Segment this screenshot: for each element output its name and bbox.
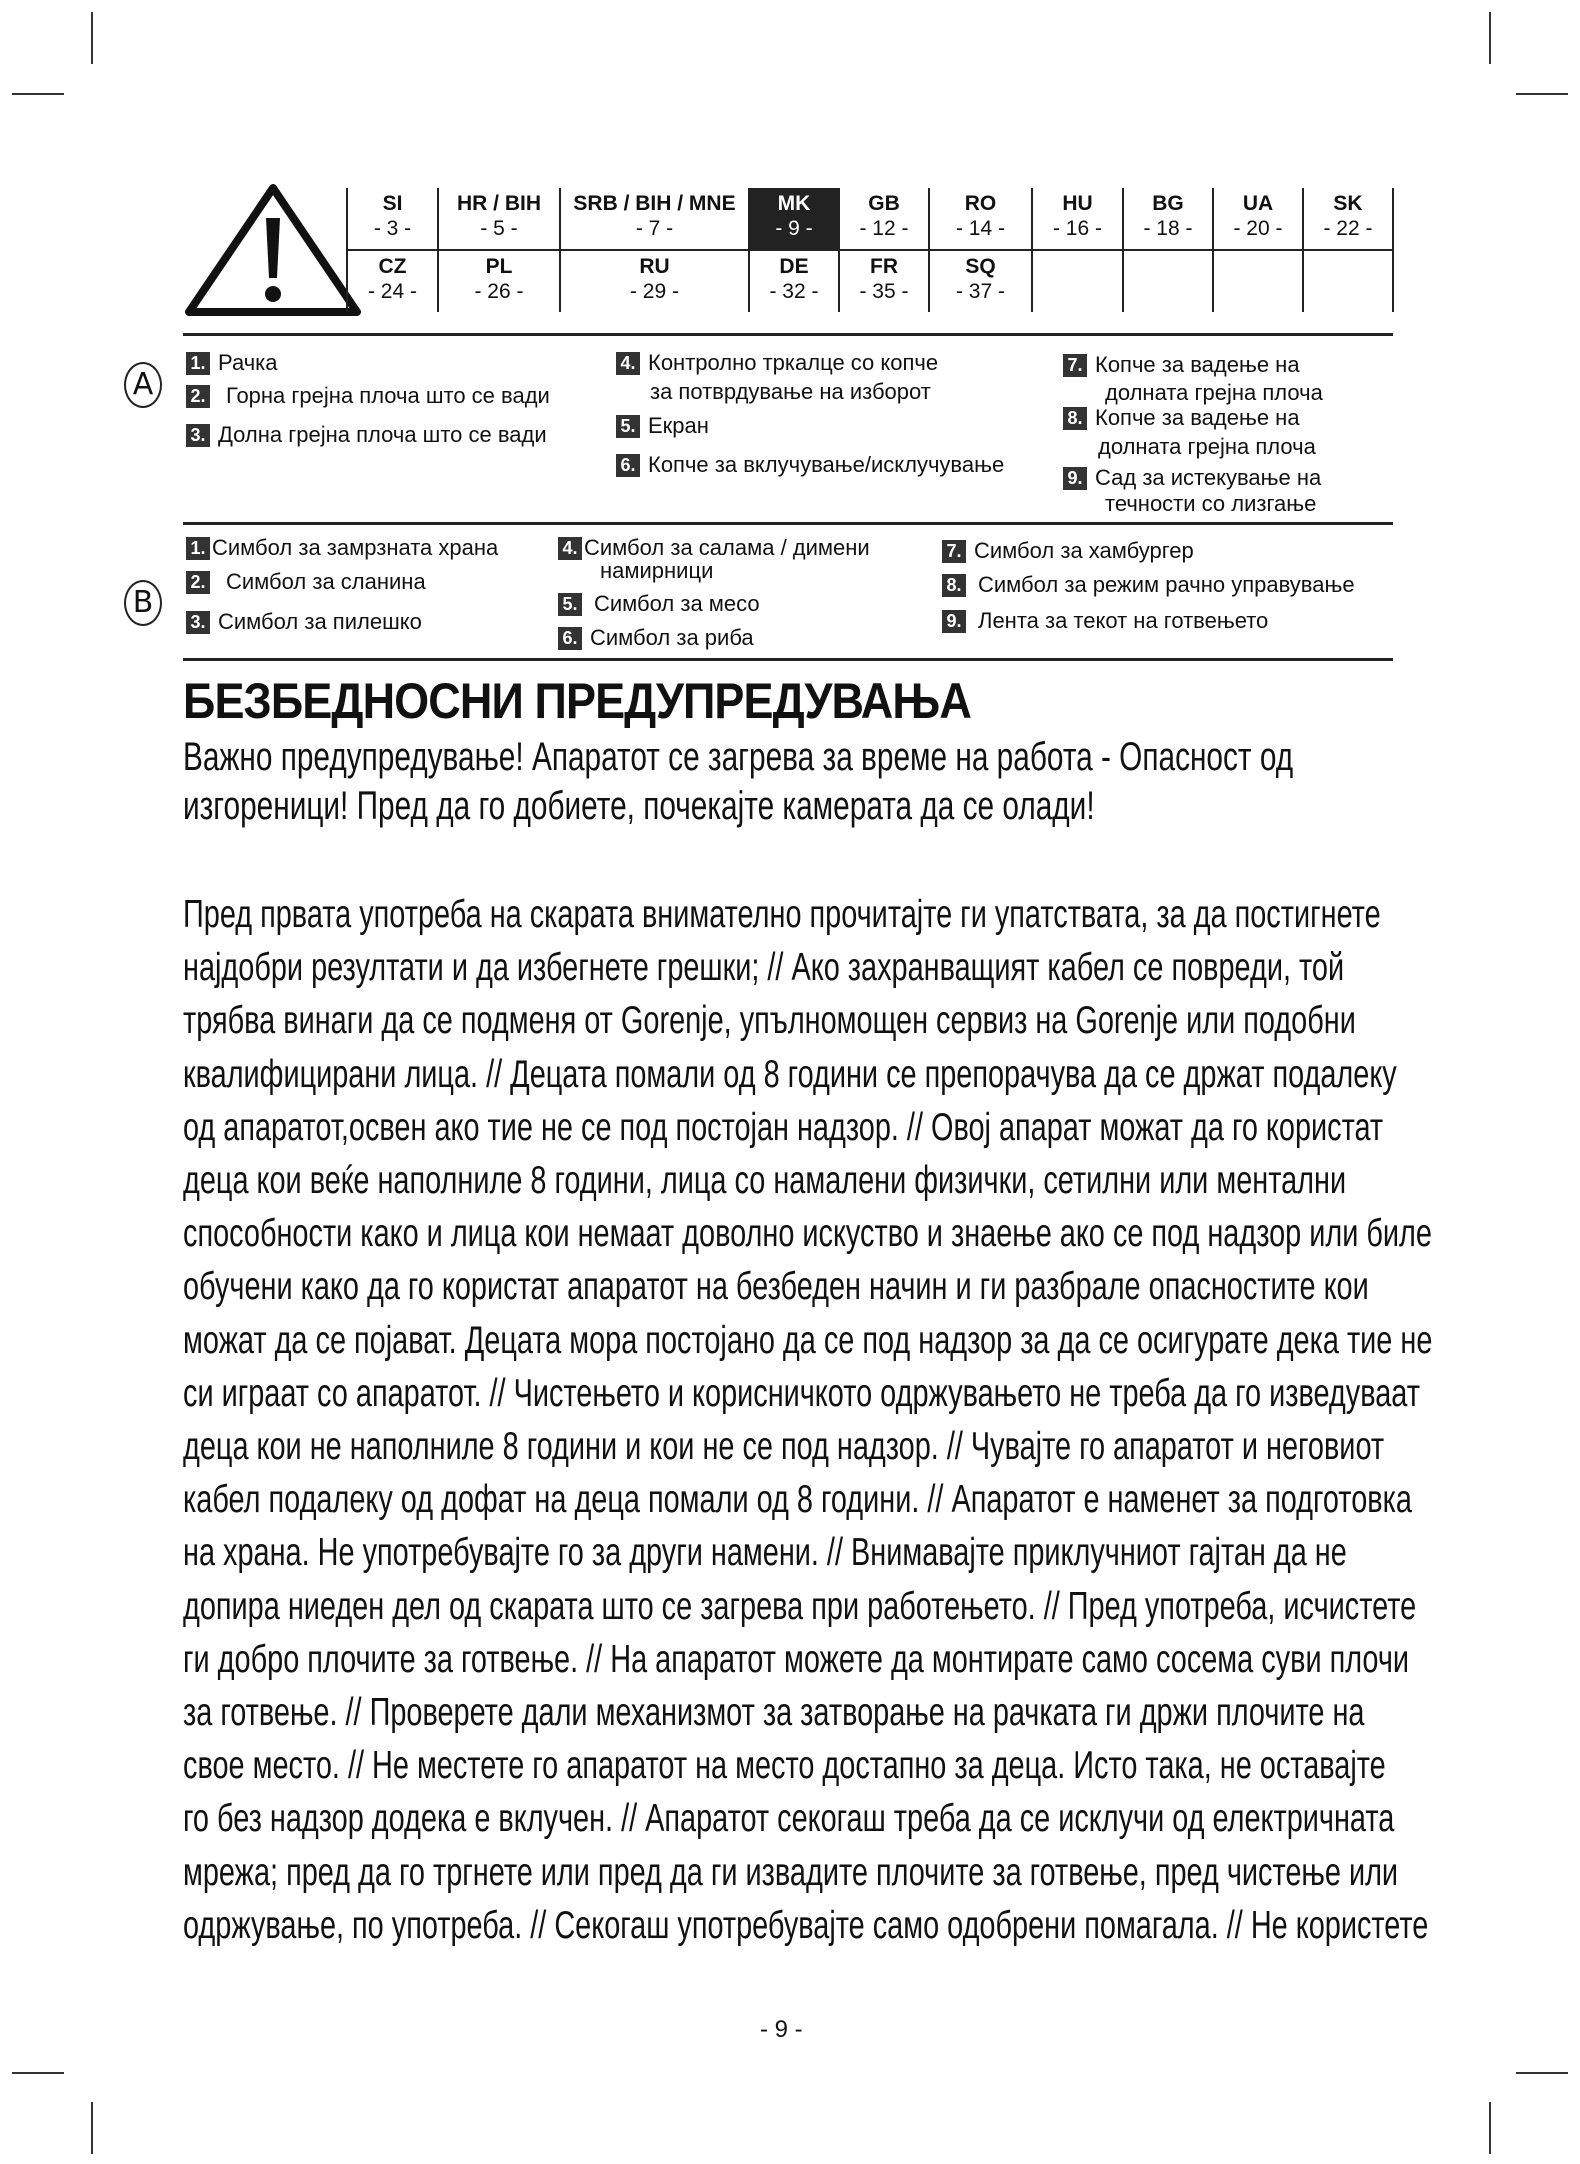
- legend-item: [186, 533, 498, 562]
- crop-mark: [12, 2072, 64, 2074]
- item-number: 5.: [616, 415, 640, 438]
- item-text: Симбол за сланина: [226, 569, 426, 594]
- lang-page: - 14 -: [955, 217, 1005, 240]
- section-b-label: B: [124, 580, 162, 626]
- crop-mark: [1489, 12, 1491, 64]
- lang-code: RO: [964, 192, 997, 215]
- item-number: 2.: [186, 385, 210, 408]
- lang-cell-active[interactable]: [749, 188, 839, 250]
- crop-mark: [91, 2102, 93, 2154]
- item-text-cont: долната грејна плоча: [1105, 380, 1323, 405]
- body-line: си играат со апаратот. // Чистењето и корисничкото одржувањето не треба да го изведуваат: [183, 1371, 1420, 1415]
- lang-cell-empty: [1032, 250, 1123, 312]
- body-line: Пред првата употреба на скарата внимателно прочитајте ги упатствата, за да постигнете: [183, 893, 1381, 936]
- legend-item: [942, 536, 1194, 565]
- lang-code: BG: [1152, 192, 1184, 215]
- lang-cell[interactable]: [839, 250, 929, 312]
- lang-page: - 7 -: [635, 217, 674, 240]
- item-text-cont: за потврдување на изборот: [650, 379, 931, 404]
- divider: [183, 522, 1393, 525]
- page-number: - 9 -: [760, 2016, 803, 2043]
- lang-page: - 24 -: [367, 280, 417, 303]
- body-line: деца кои веќе наполниле 8 години, лица со намалени физички, сетилни или ментални: [183, 1159, 1347, 1202]
- section-a-label: A: [124, 362, 162, 408]
- crop-mark: [1516, 2072, 1568, 2074]
- item-number: 3.: [186, 611, 210, 634]
- item-text: Симбол за салама / димени: [584, 535, 870, 560]
- item-number: 7.: [1063, 354, 1087, 377]
- item-text: Симбол за месо: [594, 591, 760, 616]
- body-line: способности како и лица кои немаат доволно искуство и знаење ако се под надзор или биле: [183, 1212, 1432, 1256]
- lang-cell[interactable]: [929, 188, 1032, 250]
- item-text-cont: намирници: [600, 558, 714, 583]
- legend-item: [558, 623, 754, 652]
- lang-code: FR: [870, 255, 898, 278]
- lang-code: SQ: [965, 255, 996, 278]
- item-text: Екран: [648, 413, 709, 438]
- body-line: најдобри резултати и да избегнете грешки; // Ако захранващият кабел се повреди, той: [183, 946, 1345, 990]
- crop-mark: [12, 93, 64, 95]
- item-number: 8.: [942, 574, 966, 597]
- body-line: на храна. Не употребувајте го за други намени. // Внимавајте приклучниот гајтан да не: [183, 1531, 1347, 1575]
- item-number: 3.: [186, 424, 210, 447]
- lang-cell[interactable]: [1123, 188, 1213, 250]
- crop-mark: [1516, 93, 1568, 95]
- lang-page: - 35 -: [859, 280, 909, 303]
- body-line: деца кои не наполниле 8 години и кои не се под надзор. // Чувајте го апаратот и неговиот: [183, 1425, 1385, 1468]
- lang-page: - 29 -: [629, 280, 679, 303]
- item-text: Симбол за риба: [590, 625, 754, 650]
- item-text: Копче за вадење на: [1095, 352, 1300, 377]
- warning-icon: [183, 182, 363, 320]
- lang-code: MK: [777, 192, 811, 215]
- lang-cell[interactable]: [1303, 188, 1393, 250]
- lang-code: GB: [868, 192, 900, 215]
- lang-page: - 16 -: [1052, 217, 1102, 240]
- lang-page: - 3 -: [373, 217, 412, 240]
- item-number: 1.: [186, 537, 210, 560]
- lang-code: RU: [639, 255, 670, 278]
- item-number: 6.: [558, 627, 582, 650]
- body-line: одржување, по употреба. // Секогаш употребувајте само одобрени помагала. // Не користете: [183, 1903, 1429, 1947]
- body-line: обучени како да го користат апаратот на безбеден начин и ги разбрале опасностите кои: [183, 1265, 1369, 1309]
- item-text: Симбол за хамбургер: [974, 538, 1194, 563]
- lang-cell[interactable]: [929, 250, 1032, 312]
- legend-item: [1063, 350, 1300, 379]
- item-text: Долна грејна плоча што се вади: [218, 422, 547, 447]
- lang-code: SK: [1333, 192, 1363, 215]
- item-text: Копче за вадење на: [1095, 405, 1300, 430]
- item-text: Симбол за замрзната храна: [212, 535, 499, 560]
- item-text: Симбол за пилешко: [218, 609, 422, 634]
- lang-page: - 18 -: [1143, 217, 1193, 240]
- lang-page: - 22 -: [1323, 217, 1373, 240]
- body-line: го без надзор додека е вклучен. // Апаратот секогаш треба да се исклучи од електричната: [183, 1797, 1395, 1841]
- lang-code: PL: [485, 255, 513, 278]
- body-line: ги добро плочите за готвење. // На апаратот можете да монтирате само сосема суви плочи: [183, 1637, 1410, 1681]
- lang-cell-empty: [1213, 250, 1303, 312]
- item-number: 1.: [186, 352, 210, 375]
- item-text: Симбол за режим рачно управување: [978, 572, 1355, 597]
- lang-page: - 12 -: [859, 217, 909, 240]
- legend-item: [186, 420, 547, 449]
- body-line: кабел подалеку од дофат на деца помали од 8 години. // Апаратот е наменет за подготовка: [183, 1478, 1412, 1522]
- intro-line: изгореници! Пред да го добиете, почекајте камерата да се олади!: [183, 784, 1095, 828]
- lang-page: - 37 -: [955, 280, 1005, 303]
- lang-code: HU: [1062, 192, 1093, 215]
- body-line: допира ниеден дел од скарата што се загрева при работењето. // Пред употреба, исчистете: [183, 1584, 1417, 1628]
- legend-item: [186, 567, 426, 596]
- body-line: трябва винаги да се подменя от Gorenje, упълномощен сервиз на Gorenje или подобни: [183, 999, 1356, 1043]
- legend-item: [1063, 463, 1321, 492]
- lang-page: - 26 -: [474, 280, 524, 303]
- legend-item: [942, 606, 1268, 635]
- legend-item: [1063, 403, 1300, 432]
- item-number: 6.: [616, 454, 640, 477]
- legend-item: [616, 450, 1004, 479]
- lang-page: - 5 -: [480, 217, 518, 240]
- legend-item: [616, 411, 709, 440]
- lang-cell[interactable]: [1032, 188, 1123, 250]
- body-line: од апаратот,освен ако тие не се под постојан надзор. // Овој апарат можат да го користат: [183, 1105, 1384, 1149]
- lang-code: UA: [1242, 192, 1274, 215]
- lang-cell[interactable]: [560, 188, 749, 250]
- item-text: Контролно тркалце со копче: [648, 350, 939, 375]
- item-number: 2.: [186, 571, 210, 594]
- legend-item: [186, 348, 278, 377]
- legend-item: [558, 589, 760, 618]
- lang-cell[interactable]: [749, 250, 839, 312]
- item-number: 4.: [558, 537, 582, 560]
- item-text: Сад за истекување на: [1095, 465, 1322, 490]
- lang-cell[interactable]: [560, 250, 749, 312]
- lang-code: HR / BIH: [457, 192, 541, 215]
- legend-item: [942, 570, 1355, 599]
- item-text-cont: течности со лизгање: [1105, 491, 1317, 516]
- intro-line: Важно предупредување! Апаратот се загрева за време на работа - Опасност од: [183, 735, 1294, 779]
- lang-page: - 20 -: [1233, 217, 1283, 240]
- item-text: Лента за текот на готвењето: [978, 608, 1269, 633]
- body-line: за готвење. // Проверете дали механизмот за затворање на рачката ги држи плочите на: [183, 1691, 1365, 1734]
- lang-cell-empty: [1303, 250, 1393, 312]
- item-number: 7.: [942, 540, 966, 563]
- lang-cell[interactable]: [347, 250, 438, 312]
- body-line: свое место. // Не местете го апаратот на место достапно за деца. Исто така, не оставајте: [183, 1744, 1386, 1788]
- body-line: квалифицирани лица. // Децата помали од 8 години се препорачува да се држат подалеку: [183, 1052, 1397, 1096]
- item-number: 4.: [616, 352, 640, 375]
- lang-cell[interactable]: [438, 250, 560, 312]
- body-line: можат да се појават. Децата мора постојано да се под надзор за да се осигурате дека тие не: [183, 1318, 1433, 1362]
- divider: [183, 658, 1393, 661]
- lang-page: - 9 -: [775, 217, 813, 240]
- item-text: Копче за вклучување/исклучување: [648, 452, 1005, 477]
- lang-page: - 32 -: [769, 280, 819, 303]
- body-line: мрежа; пред да го тргнете или пред да ги извадите плочите за готвење, пред чистење или: [183, 1850, 1399, 1894]
- item-text: Рачка: [218, 350, 278, 375]
- lang-code: SI: [382, 192, 403, 215]
- lang-code: SRB / BIH / MNE: [573, 192, 736, 215]
- lang-code: DE: [779, 255, 809, 278]
- item-number: 9.: [1063, 467, 1087, 490]
- crop-mark: [91, 12, 93, 64]
- lang-cell[interactable]: [839, 188, 929, 250]
- lang-cell[interactable]: [347, 188, 438, 250]
- divider: [183, 333, 1393, 336]
- item-number: 5.: [558, 593, 582, 616]
- lang-cell-empty: [1123, 250, 1213, 312]
- crop-mark: [1489, 2102, 1491, 2154]
- section-heading: БЕЗБЕДНОСНИ ПРЕДУПРЕДУВАЊА: [183, 673, 971, 729]
- lang-cell[interactable]: [438, 188, 560, 250]
- item-text-cont: долната грејна плоча: [1098, 434, 1316, 459]
- legend-item: [186, 607, 422, 636]
- item-number: 8.: [1063, 407, 1087, 430]
- language-index-table: [346, 188, 1394, 312]
- legend-item: [616, 348, 938, 377]
- lang-cell[interactable]: [1213, 188, 1303, 250]
- legend-item: [186, 381, 550, 410]
- lang-code: CZ: [378, 255, 407, 278]
- item-text: Горна грејна плоча што се вади: [226, 383, 550, 408]
- item-number: 9.: [942, 610, 966, 633]
